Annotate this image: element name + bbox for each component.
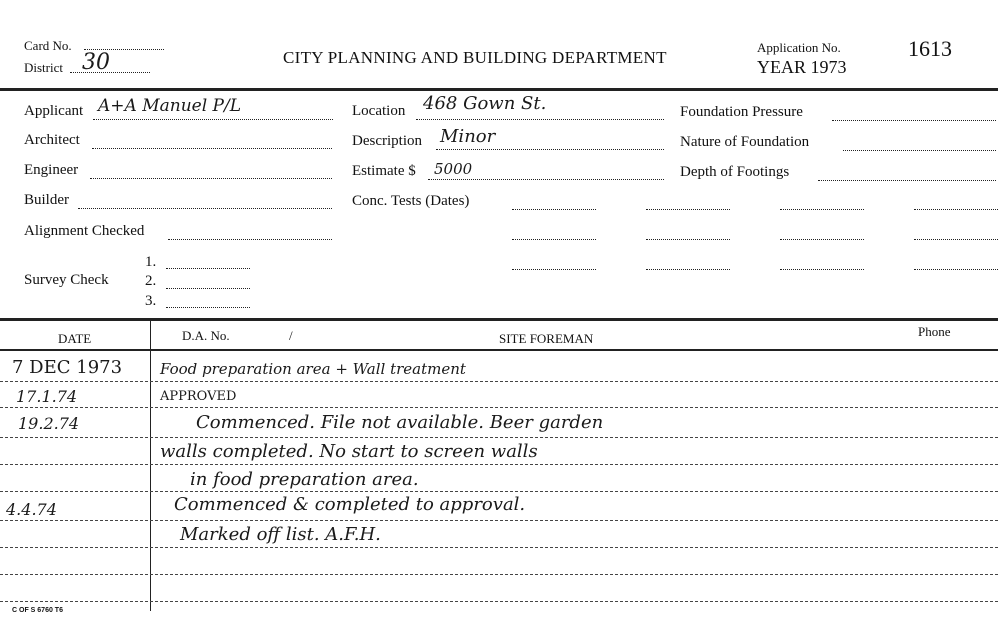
conc-date-r3-c4 <box>914 269 998 270</box>
depth-footings-field <box>818 180 996 181</box>
depth-footings-label: Depth of Footings <box>680 164 790 180</box>
location-field <box>416 119 664 120</box>
estimate-field <box>428 179 664 180</box>
foundation-pressure-label: Foundation Pressure <box>680 104 803 120</box>
survey-num-2: 2. <box>145 273 157 289</box>
applicant-field <box>93 119 333 120</box>
district-value: 30 <box>82 50 110 75</box>
row-rule <box>0 464 998 465</box>
log-date: 19.2.74 <box>18 414 80 433</box>
builder-field <box>78 208 332 209</box>
log-date: 7 DEC 1973 <box>12 357 123 378</box>
architect-field <box>92 148 332 149</box>
da-header: D.A. No. <box>182 328 230 343</box>
builder-label: Builder <box>24 192 69 208</box>
nature-foundation-label: Nature of Foundation <box>680 134 810 150</box>
conc-tests-label: Conc. Tests (Dates) <box>352 193 470 209</box>
conc-date-r2-c2 <box>646 239 730 240</box>
log-entry: Food preparation area + Wall treatment <box>160 360 466 378</box>
row-rule <box>0 381 998 382</box>
conc-date-r1-c3 <box>780 209 864 210</box>
location-label: Location <box>352 103 406 119</box>
alignment-label: Alignment Checked <box>24 223 145 239</box>
header-divider <box>0 88 998 91</box>
form-code: C OF S 6760 T6 <box>12 607 63 614</box>
architect-label: Architect <box>24 132 80 148</box>
alignment-field <box>168 239 332 240</box>
conc-date-r1-c4 <box>914 209 998 210</box>
conc-date-r3-c3 <box>780 269 864 270</box>
estimate-label: Estimate $ <box>352 163 416 179</box>
row-rule <box>0 407 998 408</box>
survey-num-3: 3. <box>145 293 157 309</box>
description-value: Minor <box>440 126 496 147</box>
department-title: CITY PLANNING AND BUILDING DEPARTMENT <box>283 48 667 67</box>
district-label: District <box>24 60 63 75</box>
applicant-label: Applicant <box>24 103 84 119</box>
engineer-field <box>90 178 332 179</box>
conc-date-r2-c1 <box>512 239 596 240</box>
nature-foundation-field <box>843 150 996 151</box>
survey-field-2 <box>166 288 250 289</box>
conc-date-r3-c2 <box>646 269 730 270</box>
row-rule <box>0 601 998 602</box>
phone-header: Phone <box>918 324 951 339</box>
da-slash: / <box>289 328 293 343</box>
conc-date-r1-c2 <box>646 209 730 210</box>
survey-field-3 <box>166 307 250 308</box>
card-no-label: Card No. <box>24 38 72 53</box>
row-rule <box>0 574 998 575</box>
year-line <box>757 57 847 78</box>
log-entry: in food preparation area. <box>190 469 419 490</box>
application-number: 1613 <box>908 36 952 61</box>
survey-label: Survey Check <box>24 272 109 288</box>
survey-field-1 <box>166 268 250 269</box>
conc-date-r3-c1 <box>512 269 596 270</box>
row-rule <box>0 520 998 521</box>
survey-num-1: 1. <box>145 254 157 270</box>
conc-date-r2-c3 <box>780 239 864 240</box>
log-entry: Commenced. File not available. Beer garden <box>196 412 604 433</box>
log-entry: Commenced & completed to approval. <box>174 494 526 515</box>
log-date: 17.1.74 <box>16 387 78 406</box>
application-no-label: Application No. <box>757 40 841 55</box>
log-entry: Marked off list. A.F.H. <box>180 524 381 545</box>
log-entry: APPROVED <box>160 389 237 404</box>
date-column-divider <box>150 321 151 611</box>
year-value: 1973 <box>810 57 847 77</box>
applicant-value: A+A Manuel P/L <box>98 96 241 116</box>
date-header: DATE <box>58 331 92 346</box>
foreman-header: SITE FOREMAN <box>499 331 594 346</box>
conc-date-r1-c1 <box>512 209 596 210</box>
foundation-pressure-field <box>832 120 996 121</box>
estimate-value: 5000 <box>434 160 473 178</box>
row-rule <box>0 491 998 492</box>
year-label: YEAR <box>757 57 806 77</box>
conc-date-r2-c4 <box>914 239 998 240</box>
engineer-label: Engineer <box>24 162 79 178</box>
log-date: 4.4.74 <box>6 500 57 519</box>
log-entry: walls completed. No start to screen walls <box>160 441 538 462</box>
row-rule <box>0 547 998 548</box>
location-value: 468 Gown St. <box>423 93 547 114</box>
row-rule <box>0 437 998 438</box>
description-label: Description <box>352 133 422 149</box>
description-field <box>436 149 664 150</box>
